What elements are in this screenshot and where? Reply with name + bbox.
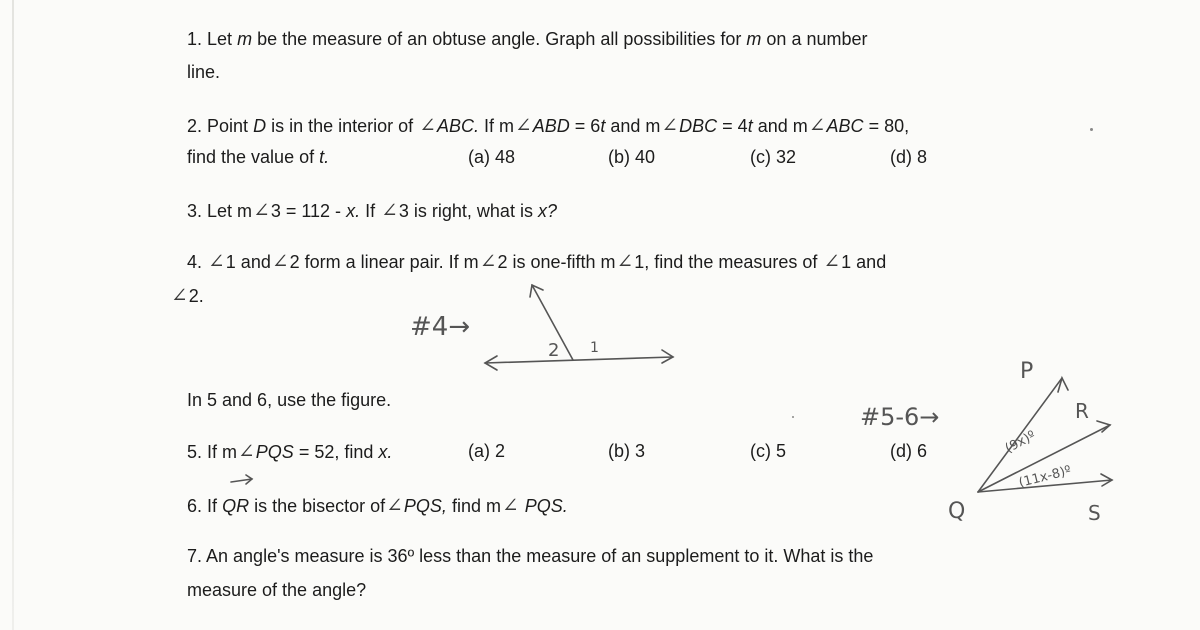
q2-text: = 80, [868, 116, 910, 136]
point-p-label: P [1020, 359, 1034, 384]
q5-text: = 52, find [298, 442, 374, 462]
angle-symbol: ∠ [381, 198, 398, 222]
q6-text: find m [451, 496, 501, 516]
angle-symbol: ∠ [253, 198, 270, 222]
q1-text: be the measure of an obtuse angle. Graph all possibilities for [257, 29, 742, 49]
question-7: 7. An angle's measure is 36º less than the measure of an supplement to it. What is the [187, 546, 874, 566]
q6-angle-pqs: PQS. [524, 496, 568, 516]
q4-number: 4. [187, 252, 203, 272]
q5-choice-b: (b) 3 [608, 441, 646, 461]
angle-symbol: ∠ [208, 249, 225, 273]
angle-symbol: ∠ [823, 249, 841, 273]
q3-text: 3 = 112 - [270, 201, 342, 221]
q2-text: is in the interior of [271, 116, 414, 136]
angle-symbol: ∠ [171, 283, 188, 307]
angle-symbol: ∠ [661, 113, 679, 137]
ray-arrow-icon [231, 475, 252, 484]
angle-symbol: ∠ [616, 249, 634, 273]
q3-text: Let m [207, 201, 253, 221]
paper-speck [1090, 128, 1093, 131]
q2-text: and m [757, 116, 808, 136]
q3-text: If [365, 201, 376, 221]
q3-variable: x? [537, 201, 557, 221]
q2-variable: t [600, 116, 606, 136]
q5-choice-c: (c) 5 [750, 441, 786, 461]
q2-variable: t [747, 116, 753, 136]
point-q-label: Q [948, 499, 966, 524]
angle-symbol: ∠ [271, 249, 289, 273]
angle-1-label: 1 [590, 340, 599, 356]
q1-line2: line. [187, 62, 221, 82]
figure-intro: In 5 and 6, use the figure. [187, 390, 392, 410]
q2-angle-abc: ABC. [436, 116, 479, 136]
q2-text: = 6 [574, 116, 601, 136]
angle-symbol: ∠ [514, 113, 532, 137]
q2-choice-c: (c) 32 [750, 147, 797, 167]
q6-text: If [207, 496, 218, 516]
q2-text: Point [207, 116, 249, 136]
q1-variable: m [746, 29, 762, 49]
q2-variable: t. [319, 147, 330, 167]
q4-text: 2. [188, 286, 204, 306]
angle-symbol: ∠ [501, 493, 519, 517]
angle-symbol: ∠ [238, 439, 255, 463]
point-s-label: S [1088, 501, 1101, 525]
q4-text: 2 form a linear pair. If m [289, 252, 479, 272]
q2-text: If m [483, 116, 514, 136]
q2-number: 2. [187, 116, 203, 136]
q2-angle-abc: ABC [826, 116, 864, 136]
q5-choice-d: (d) 6 [890, 441, 928, 461]
q6-number: 6. [187, 496, 203, 516]
point-r-label: R [1075, 399, 1089, 423]
q6-text: is the bisector of [254, 496, 386, 516]
q2-text: and m [610, 116, 661, 136]
angle-2-label: 2 [548, 340, 560, 361]
q2-text: = 4 [722, 116, 748, 136]
q2-text: find the value of [187, 147, 315, 167]
q4-text: 1 and [841, 252, 887, 272]
q2-angle-abd: ABD [532, 116, 570, 136]
q5-text: If m [207, 442, 238, 462]
q7-line2: measure of the angle? [187, 580, 367, 600]
q4-text: 2 is one-fifth m [497, 252, 616, 272]
q2-angle-dbc: DBC [679, 116, 718, 136]
q1-number: 1. [187, 29, 203, 49]
angle-symbol: ∠ [479, 249, 497, 273]
q3-variable: x. [346, 201, 361, 221]
q5-choice-a: (a) 2 [468, 441, 506, 461]
q5-number: 5. [187, 442, 203, 462]
q3-text: 3 is right, what is [398, 201, 533, 221]
q4-text: 1, find the measures of [634, 252, 818, 272]
expr-11x-label: (11x-8)º [1017, 463, 1073, 491]
q2-choice-b: (b) 40 [608, 147, 656, 167]
q6-ray-qr: QR [222, 496, 250, 516]
q1-variable: m [237, 29, 253, 49]
q2-choice-d: (d) 8 [890, 147, 928, 167]
q2-point-d: D [253, 116, 267, 136]
angle-symbol: ∠ [419, 113, 436, 137]
figure-5-6-label: #5-6→ [860, 403, 940, 431]
q1-text: on a number [766, 29, 868, 49]
q5-angle-pqs: PQS [255, 442, 294, 462]
q1-text: Let [207, 29, 233, 49]
q6-angle-pqs: PQS, [403, 496, 447, 516]
paper-speck [792, 416, 794, 418]
q4-text: 1 and [225, 252, 271, 272]
expr-9x-label: (9x)º [1002, 428, 1039, 457]
figure-4-label: #4→ [410, 312, 471, 342]
angle-symbol: ∠ [386, 493, 403, 517]
q2-choice-a: (a) 48 [468, 147, 516, 167]
q5-variable: x. [378, 442, 393, 462]
figure-4-linear-pair [485, 285, 673, 370]
angle-symbol: ∠ [808, 113, 826, 137]
q3-number: 3. [187, 201, 203, 221]
